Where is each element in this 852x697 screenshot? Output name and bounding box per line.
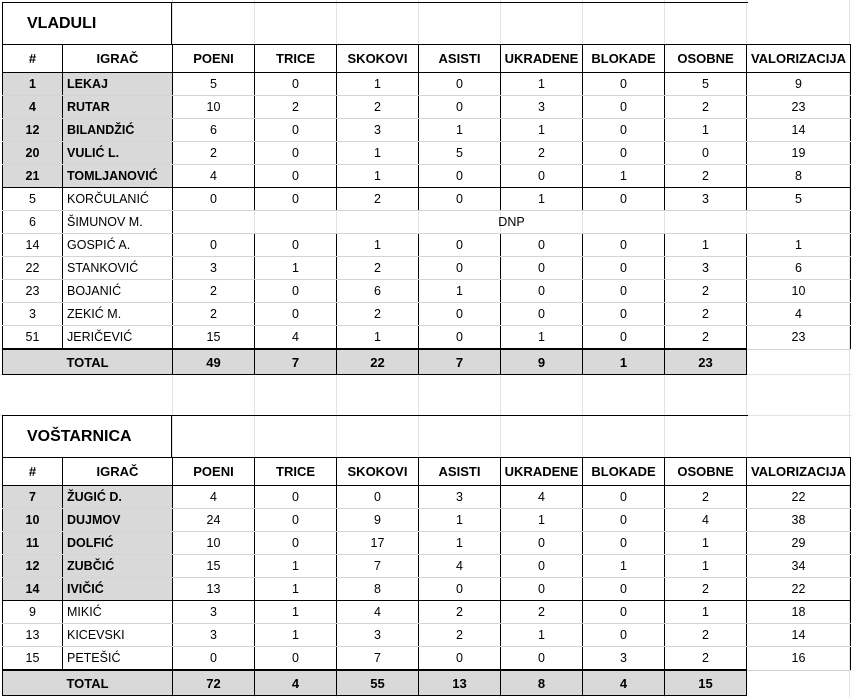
- stat-cell: 0: [255, 486, 337, 509]
- stat-cell: 1: [665, 234, 747, 257]
- stat-cell: 23: [747, 96, 851, 119]
- stat-cell: 1: [501, 73, 583, 96]
- player-row: [3, 73, 851, 96]
- stat-cell: 6: [747, 257, 851, 280]
- stat-cell: 0: [255, 142, 337, 165]
- stat-cell: 0: [419, 165, 501, 188]
- player-number: 5: [3, 188, 63, 211]
- player-row: [3, 532, 851, 555]
- stat-cell: 1: [255, 578, 337, 601]
- stat-cell: 15: [173, 326, 255, 350]
- stat-cell: 0: [419, 188, 501, 211]
- stat-cell: 0: [501, 280, 583, 303]
- total-row: [3, 670, 851, 696]
- player-name: DUJMOV: [63, 509, 173, 532]
- stat-cell: 23: [747, 326, 851, 350]
- stat-cell: 4: [255, 326, 337, 350]
- total-cell: 1: [583, 349, 665, 375]
- stat-cell: 3: [173, 624, 255, 647]
- player-name: PETEŠIĆ: [63, 647, 173, 671]
- player-number: 7: [3, 486, 63, 509]
- stat-cell: 2: [501, 142, 583, 165]
- stat-cell: 15: [173, 555, 255, 578]
- stat-cell: 3: [173, 601, 255, 624]
- player-number: 22: [3, 257, 63, 280]
- stat-cell: 0: [337, 486, 419, 509]
- stat-cell: 2: [337, 257, 419, 280]
- empty-cell: [747, 670, 851, 696]
- stat-cell: 0: [583, 326, 665, 350]
- column-header: TRICE: [255, 458, 337, 486]
- total-label: TOTAL: [3, 349, 173, 375]
- player-row: [3, 303, 851, 326]
- stat-cell: 0: [583, 188, 665, 211]
- column-header: POENI: [173, 458, 255, 486]
- player-row: [3, 188, 851, 211]
- player-name: LEKAJ: [63, 73, 173, 96]
- stat-cell: 3: [665, 257, 747, 280]
- stat-cell: 1: [501, 326, 583, 350]
- stat-cell: 0: [173, 647, 255, 671]
- stat-cell: 4: [337, 601, 419, 624]
- stat-cell: 0: [583, 257, 665, 280]
- player-number: 10: [3, 509, 63, 532]
- stat-cell: 22: [747, 578, 851, 601]
- stat-cell: 0: [665, 142, 747, 165]
- stat-cell: 0: [583, 509, 665, 532]
- stat-cell: 0: [255, 73, 337, 96]
- team-table-vladuli: [2, 2, 850, 375]
- player-name: ŽUGIĆ D.: [63, 486, 173, 509]
- stat-cell: 3: [337, 119, 419, 142]
- stat-cell: 29: [747, 532, 851, 555]
- stat-cell: 0: [255, 234, 337, 257]
- stat-cell: 2: [419, 601, 501, 624]
- stat-cell: 3: [419, 486, 501, 509]
- stat-cell: 6: [173, 119, 255, 142]
- stat-cell: 0: [501, 165, 583, 188]
- player-name: KORČULANIĆ: [63, 188, 173, 211]
- stat-cell: 0: [583, 532, 665, 555]
- stat-cell: 0: [583, 303, 665, 326]
- stat-cell: 10: [747, 280, 851, 303]
- stat-cell: 0: [583, 601, 665, 624]
- stat-cell: 19: [747, 142, 851, 165]
- stat-cell: 2: [255, 96, 337, 119]
- column-header: BLOKADE: [583, 458, 665, 486]
- player-row: [3, 96, 851, 119]
- stat-cell: 3: [583, 647, 665, 671]
- stat-cell: 7: [337, 555, 419, 578]
- column-header: ASISTI: [419, 45, 501, 73]
- stat-cell: 0: [255, 532, 337, 555]
- stat-cell: 0: [501, 303, 583, 326]
- player-name: BOJANIĆ: [63, 280, 173, 303]
- stat-cell: 1: [419, 532, 501, 555]
- stat-cell: 2: [337, 188, 419, 211]
- stat-cell: 1: [255, 624, 337, 647]
- player-number: 12: [3, 555, 63, 578]
- team-name: VLADULI: [2, 2, 172, 44]
- stat-cell: 0: [173, 234, 255, 257]
- stat-cell: 3: [337, 624, 419, 647]
- total-cell: 55: [337, 670, 419, 696]
- stat-cell: 0: [583, 486, 665, 509]
- stat-cell: 0: [255, 280, 337, 303]
- player-name: DOLFIĆ: [63, 532, 173, 555]
- player-row: [3, 326, 851, 350]
- team-title-row: [2, 2, 850, 44]
- stat-cell: 0: [255, 119, 337, 142]
- player-row: [3, 142, 851, 165]
- stat-cell: 5: [419, 142, 501, 165]
- player-number: 6: [3, 211, 63, 234]
- player-name: GOSPIĆ A.: [63, 234, 173, 257]
- column-header: SKOKOVI: [337, 45, 419, 73]
- player-number: 4: [3, 96, 63, 119]
- stat-cell: 0: [501, 578, 583, 601]
- stat-cell: 0: [419, 73, 501, 96]
- player-row: [3, 624, 851, 647]
- team-title-row: [2, 415, 850, 457]
- stat-cell: 0: [255, 303, 337, 326]
- total-cell: 49: [173, 349, 255, 375]
- stats-table: [2, 457, 851, 696]
- total-cell: 13: [419, 670, 501, 696]
- player-name: TOMLJANOVIĆ: [63, 165, 173, 188]
- stat-cell: 2: [419, 624, 501, 647]
- stat-cell: 2: [665, 326, 747, 350]
- stat-cell: 1: [337, 142, 419, 165]
- stat-cell: 1: [501, 624, 583, 647]
- stat-cell: 5: [747, 188, 851, 211]
- stat-cell: 5: [665, 73, 747, 96]
- total-cell: 7: [419, 349, 501, 375]
- stat-cell: 4: [501, 486, 583, 509]
- total-cell: 15: [665, 670, 747, 696]
- stat-cell: 0: [255, 165, 337, 188]
- stat-cell: 2: [173, 280, 255, 303]
- empty-cell: [747, 349, 851, 375]
- stat-cell: 1: [337, 165, 419, 188]
- column-header: #: [3, 458, 63, 486]
- stat-cell: 2: [665, 578, 747, 601]
- stat-cell: 0: [583, 119, 665, 142]
- stat-cell: 2: [173, 303, 255, 326]
- player-row: [3, 486, 851, 509]
- stat-cell: 8: [337, 578, 419, 601]
- player-row: [3, 601, 851, 624]
- column-header: TRICE: [255, 45, 337, 73]
- stat-cell: 1: [665, 119, 747, 142]
- stat-cell: 0: [583, 578, 665, 601]
- stat-cell: 2: [665, 303, 747, 326]
- player-row: [3, 280, 851, 303]
- player-name: KICEVSKI: [63, 624, 173, 647]
- player-name: RUTAR: [63, 96, 173, 119]
- stat-cell: 4: [173, 165, 255, 188]
- stat-cell: 7: [337, 647, 419, 671]
- stat-cell: 9: [747, 73, 851, 96]
- player-number: 11: [3, 532, 63, 555]
- player-name: IVIČIĆ: [63, 578, 173, 601]
- player-row: [3, 647, 851, 671]
- stat-cell: 14: [747, 119, 851, 142]
- stat-cell: 1: [337, 234, 419, 257]
- total-cell: 7: [255, 349, 337, 375]
- player-row: [3, 119, 851, 142]
- column-header: IGRAČ: [63, 45, 173, 73]
- stat-cell: 1: [419, 280, 501, 303]
- stat-cell: 0: [255, 647, 337, 671]
- team-name: VOŠTARNICA: [2, 415, 172, 457]
- stat-cell: 6: [337, 280, 419, 303]
- stat-cell: 4: [665, 509, 747, 532]
- stat-cell: 1: [583, 555, 665, 578]
- total-cell: 9: [501, 349, 583, 375]
- player-number: 12: [3, 119, 63, 142]
- stat-cell: 1: [747, 234, 851, 257]
- stat-cell: 3: [173, 257, 255, 280]
- total-cell: 8: [501, 670, 583, 696]
- stat-cell: 1: [501, 188, 583, 211]
- player-row: [3, 211, 851, 234]
- player-name: VULIĆ L.: [63, 142, 173, 165]
- player-number: 14: [3, 578, 63, 601]
- stat-cell: 1: [501, 119, 583, 142]
- column-header: IGRAČ: [63, 458, 173, 486]
- stat-cell: 0: [501, 647, 583, 671]
- header-row: [3, 458, 851, 486]
- player-number: 21: [3, 165, 63, 188]
- column-header: UKRADENE: [501, 458, 583, 486]
- stat-cell: 0: [419, 234, 501, 257]
- player-number: 13: [3, 624, 63, 647]
- stat-cell: 18: [747, 601, 851, 624]
- stat-cell: 5: [173, 73, 255, 96]
- stat-cell: 38: [747, 509, 851, 532]
- stat-cell: 2: [665, 280, 747, 303]
- stat-cell: 3: [665, 188, 747, 211]
- stat-cell: 4: [173, 486, 255, 509]
- total-cell: 23: [665, 349, 747, 375]
- stat-cell: 0: [583, 624, 665, 647]
- stat-cell: 1: [501, 509, 583, 532]
- stat-cell: 17: [337, 532, 419, 555]
- player-number: 9: [3, 601, 63, 624]
- column-header: POENI: [173, 45, 255, 73]
- player-name: STANKOVIĆ: [63, 257, 173, 280]
- column-header: ASISTI: [419, 458, 501, 486]
- total-row: [3, 349, 851, 375]
- player-row: [3, 165, 851, 188]
- stat-cell: 13: [173, 578, 255, 601]
- stat-cell: 0: [419, 647, 501, 671]
- stat-cell: 2: [665, 486, 747, 509]
- player-number: 14: [3, 234, 63, 257]
- stat-cell: 0: [419, 96, 501, 119]
- player-row: [3, 555, 851, 578]
- stat-cell: 0: [419, 257, 501, 280]
- stat-cell: 1: [665, 555, 747, 578]
- player-name: JERIČEVIĆ: [63, 326, 173, 350]
- column-header: VALORIZACIJA: [747, 45, 851, 73]
- stat-cell: 9: [337, 509, 419, 532]
- column-header: UKRADENE: [501, 45, 583, 73]
- player-number: 20: [3, 142, 63, 165]
- stat-cell: 0: [583, 142, 665, 165]
- column-header: VALORIZACIJA: [747, 458, 851, 486]
- stat-cell: 4: [747, 303, 851, 326]
- player-row: [3, 578, 851, 601]
- player-number: 3: [3, 303, 63, 326]
- player-number: 1: [3, 73, 63, 96]
- stat-cell: 0: [419, 326, 501, 350]
- stat-cell: 1: [583, 165, 665, 188]
- stat-cell: 0: [419, 303, 501, 326]
- dnp-cell: DNP: [173, 211, 851, 234]
- total-cell: 22: [337, 349, 419, 375]
- player-number: 23: [3, 280, 63, 303]
- stat-cell: 0: [255, 509, 337, 532]
- stat-cell: 2: [665, 647, 747, 671]
- stat-cell: 1: [419, 119, 501, 142]
- stat-cell: 0: [501, 234, 583, 257]
- stat-cell: 2: [173, 142, 255, 165]
- total-label: TOTAL: [3, 670, 173, 696]
- player-name: MIKIĆ: [63, 601, 173, 624]
- stat-cell: 1: [255, 555, 337, 578]
- stat-cell: 0: [583, 73, 665, 96]
- total-cell: 4: [583, 670, 665, 696]
- total-cell: 72: [173, 670, 255, 696]
- stat-cell: 22: [747, 486, 851, 509]
- column-header: OSOBNE: [665, 458, 747, 486]
- stat-cell: 2: [337, 303, 419, 326]
- stat-cell: 1: [255, 257, 337, 280]
- stat-cell: 2: [665, 165, 747, 188]
- stat-cell: 3: [501, 96, 583, 119]
- stat-cell: 0: [501, 532, 583, 555]
- stat-cell: 1: [665, 532, 747, 555]
- stat-cell: 1: [337, 73, 419, 96]
- column-header: BLOKADE: [583, 45, 665, 73]
- player-row: [3, 257, 851, 280]
- column-header: SKOKOVI: [337, 458, 419, 486]
- title-filler: [172, 2, 748, 44]
- stat-cell: 4: [419, 555, 501, 578]
- stat-cell: 1: [255, 601, 337, 624]
- title-filler: [172, 415, 748, 457]
- stat-cell: 14: [747, 624, 851, 647]
- player-number: 51: [3, 326, 63, 350]
- header-row: [3, 45, 851, 73]
- stat-cell: 2: [665, 624, 747, 647]
- column-header: OSOBNE: [665, 45, 747, 73]
- stat-cell: 0: [583, 280, 665, 303]
- stat-cell: 1: [337, 326, 419, 350]
- stat-cell: 34: [747, 555, 851, 578]
- stat-cell: 0: [583, 234, 665, 257]
- stat-cell: 24: [173, 509, 255, 532]
- player-name: ZUBČIĆ: [63, 555, 173, 578]
- stat-cell: 0: [173, 188, 255, 211]
- player-row: [3, 234, 851, 257]
- stat-cell: 1: [419, 509, 501, 532]
- team-table-vostarnica: [2, 415, 850, 696]
- stat-cell: 10: [173, 532, 255, 555]
- stat-cell: 2: [665, 96, 747, 119]
- stat-cell: 10: [173, 96, 255, 119]
- total-cell: 4: [255, 670, 337, 696]
- stat-cell: 0: [255, 188, 337, 211]
- stat-cell: 0: [419, 578, 501, 601]
- stat-cell: 1: [665, 601, 747, 624]
- stat-cell: 2: [501, 601, 583, 624]
- stats-table: [2, 44, 851, 375]
- stat-cell: 0: [501, 257, 583, 280]
- stat-cell: 0: [501, 555, 583, 578]
- column-header: #: [3, 45, 63, 73]
- player-name: BILANDŽIĆ: [63, 119, 173, 142]
- player-name: ZEKIĆ M.: [63, 303, 173, 326]
- player-name: ŠIMUNOV M.: [63, 211, 173, 234]
- stat-cell: 16: [747, 647, 851, 671]
- stat-cell: 8: [747, 165, 851, 188]
- player-number: 15: [3, 647, 63, 671]
- player-row: [3, 509, 851, 532]
- stat-cell: 0: [583, 96, 665, 119]
- stat-cell: 2: [337, 96, 419, 119]
